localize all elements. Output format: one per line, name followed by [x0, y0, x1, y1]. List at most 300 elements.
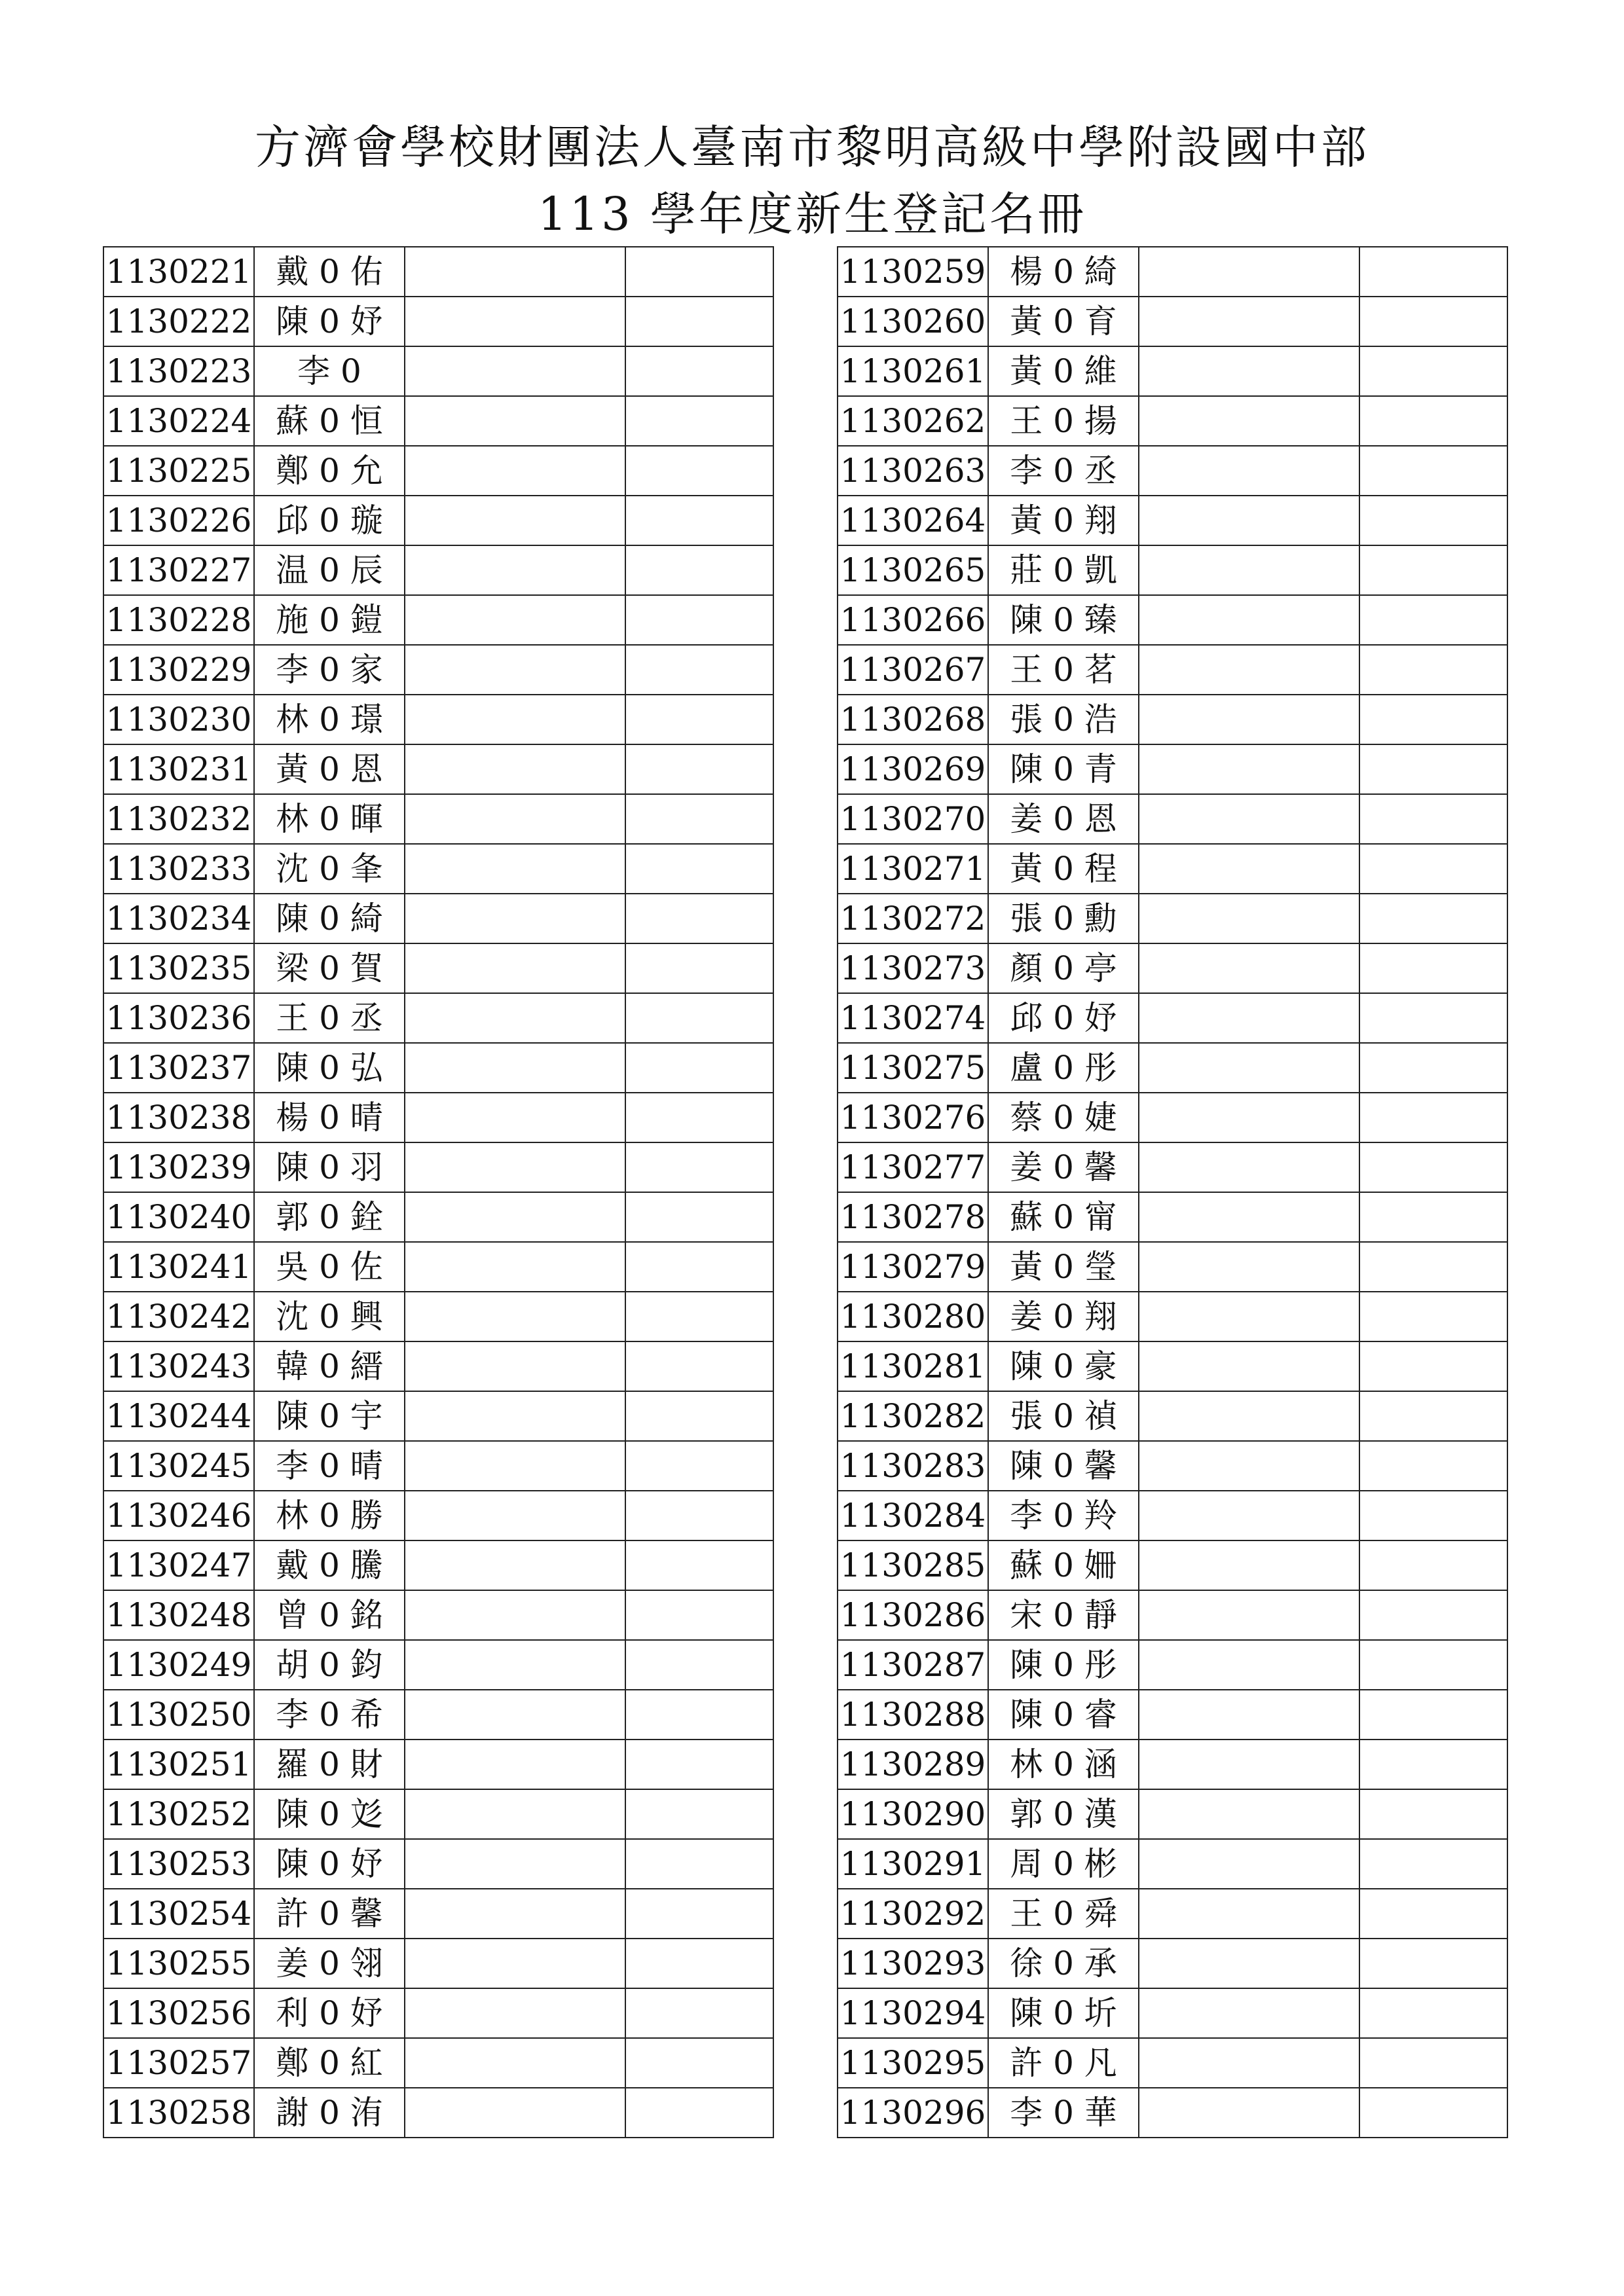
table-row: [103, 1093, 773, 1142]
blank-cell: [405, 2088, 625, 2138]
student-name-cell: 鄭 0 允: [254, 446, 405, 496]
student-name-cell: 陳 0 馨: [988, 1441, 1139, 1491]
student-name-cell: 黃 0 程: [988, 844, 1139, 894]
blank-cell: [1359, 1740, 1507, 1789]
blank-cell: [1139, 1192, 1359, 1242]
blank-cell: [1359, 1988, 1507, 2038]
table-row: [838, 645, 1507, 695]
student-name-cell: 陳 0 宇: [254, 1391, 405, 1441]
blank-cell: [1359, 1192, 1507, 1242]
blank-cell: [405, 1242, 625, 1292]
student-id-cell: 1130234: [103, 894, 254, 943]
student-id-cell: 1130254: [103, 1889, 254, 1939]
student-id-cell: 1130222: [103, 297, 254, 346]
table-row: [103, 1292, 773, 1341]
student-id-cell: 1130228: [103, 595, 254, 645]
table-row: [103, 1491, 773, 1540]
table-row: [103, 1043, 773, 1093]
table-row: [103, 1192, 773, 1242]
blank-cell: [405, 1789, 625, 1839]
student-name-cell: 李 0 華: [988, 2088, 1139, 2138]
student-id-cell: 1130263: [838, 446, 988, 496]
blank-cell: [625, 1640, 773, 1690]
blank-cell: [405, 1988, 625, 2038]
student-id-cell: 1130287: [838, 1640, 988, 1690]
blank-cell: [625, 1988, 773, 2038]
blank-cell: [405, 545, 625, 595]
student-name-cell: 宋 0 靜: [988, 1590, 1139, 1640]
student-id-cell: 1130270: [838, 794, 988, 844]
table-row: [838, 1341, 1507, 1391]
blank-cell: [1359, 346, 1507, 396]
student-name-cell: 蘇 0 姍: [988, 1540, 1139, 1590]
blank-cell: [625, 595, 773, 645]
table-row: [103, 1341, 773, 1391]
table-row: [838, 2088, 1507, 2138]
student-id-cell: 1130250: [103, 1690, 254, 1740]
table-row: [838, 1093, 1507, 1142]
blank-cell: [1139, 446, 1359, 496]
table-row: [103, 1789, 773, 1839]
student-name-cell: 陳 0 弘: [254, 1043, 405, 1093]
table-row: [103, 1242, 773, 1292]
blank-cell: [1139, 346, 1359, 396]
blank-cell: [405, 1640, 625, 1690]
blank-cell: [1359, 2088, 1507, 2138]
table-row: [103, 396, 773, 446]
blank-cell: [1359, 1441, 1507, 1491]
student-name-cell: 蔡 0 婕: [988, 1093, 1139, 1142]
blank-cell: [1359, 1839, 1507, 1889]
student-id-cell: 1130277: [838, 1142, 988, 1192]
blank-cell: [405, 446, 625, 496]
student-name-cell: 吳 0 佐: [254, 1242, 405, 1292]
table-row: [103, 1441, 773, 1491]
table-row: [838, 595, 1507, 645]
blank-cell: [1139, 1939, 1359, 1988]
student-id-cell: 1130247: [103, 1540, 254, 1590]
student-id-cell: 1130289: [838, 1740, 988, 1789]
student-name-cell: 李 0 希: [254, 1690, 405, 1740]
blank-cell: [1139, 1292, 1359, 1341]
table-row: [838, 1192, 1507, 1242]
student-name-cell: 陳 0 臻: [988, 595, 1139, 645]
blank-cell: [1139, 1093, 1359, 1142]
table-row: [103, 1640, 773, 1690]
student-name-cell: 陳 0 圻: [988, 1988, 1139, 2038]
student-name-cell: 李 0: [254, 346, 405, 396]
blank-cell: [1139, 1341, 1359, 1391]
blank-cell: [625, 1789, 773, 1839]
student-id-cell: 1130252: [103, 1789, 254, 1839]
blank-cell: [1139, 1391, 1359, 1441]
student-name-cell: 陳 0 綺: [254, 894, 405, 943]
student-name-cell: 邱 0 璇: [254, 496, 405, 545]
blank-cell: [625, 1391, 773, 1441]
table-row: [838, 1690, 1507, 1740]
student-name-cell: 梁 0 賀: [254, 943, 405, 993]
student-name-cell: 李 0 丞: [988, 446, 1139, 496]
blank-cell: [1139, 396, 1359, 446]
student-name-cell: 陳 0 彣: [254, 1789, 405, 1839]
blank-cell: [625, 1192, 773, 1242]
blank-cell: [625, 297, 773, 346]
table-row: [103, 297, 773, 346]
blank-cell: [1359, 1889, 1507, 1939]
blank-cell: [625, 396, 773, 446]
student-id-cell: 1130295: [838, 2038, 988, 2088]
table-row: [838, 794, 1507, 844]
student-id-cell: 1130253: [103, 1839, 254, 1889]
student-name-cell: 胡 0 鈞: [254, 1640, 405, 1690]
student-id-cell: 1130276: [838, 1093, 988, 1142]
blank-cell: [1359, 247, 1507, 297]
blank-cell: [625, 1839, 773, 1889]
student-name-cell: 李 0 羚: [988, 1491, 1139, 1540]
student-id-cell: 1130278: [838, 1192, 988, 1242]
student-name-cell: 盧 0 彤: [988, 1043, 1139, 1093]
blank-cell: [625, 744, 773, 794]
table-row: [838, 1640, 1507, 1690]
table-row: [838, 1939, 1507, 1988]
blank-cell: [625, 1690, 773, 1740]
table-row: [103, 894, 773, 943]
student-name-cell: 戴 0 騰: [254, 1540, 405, 1590]
blank-cell: [405, 247, 625, 297]
table-row: [103, 794, 773, 844]
table-row: [838, 1441, 1507, 1491]
student-name-cell: 李 0 晴: [254, 1441, 405, 1491]
table-row: [838, 1540, 1507, 1590]
student-name-cell: 沈 0 興: [254, 1292, 405, 1341]
blank-cell: [1139, 1043, 1359, 1093]
blank-cell: [1139, 1441, 1359, 1491]
blank-cell: [405, 1590, 625, 1640]
blank-cell: [625, 1142, 773, 1192]
blank-cell: [1359, 943, 1507, 993]
blank-cell: [405, 943, 625, 993]
roster-body-right: [838, 247, 1507, 2138]
table-row: [103, 744, 773, 794]
student-name-cell: 陳 0 妤: [254, 1839, 405, 1889]
student-id-cell: 1130293: [838, 1939, 988, 1988]
blank-cell: [1359, 645, 1507, 695]
student-name-cell: 王 0 揚: [988, 396, 1139, 446]
table-row: [103, 346, 773, 396]
student-id-cell: 1130255: [103, 1939, 254, 1988]
student-name-cell: 陳 0 青: [988, 744, 1139, 794]
blank-cell: [405, 1142, 625, 1192]
table-row: [103, 1889, 773, 1939]
blank-cell: [405, 794, 625, 844]
table-row: [103, 1142, 773, 1192]
student-id-cell: 1130244: [103, 1391, 254, 1441]
document-title: 方濟會學校財團法人臺南市黎明高級中學附設國中部: [255, 120, 1369, 174]
student-name-cell: 蘇 0 甯: [988, 1192, 1139, 1242]
student-id-cell: 1130248: [103, 1590, 254, 1640]
student-name-cell: 蘇 0 恒: [254, 396, 405, 446]
blank-cell: [625, 2038, 773, 2088]
blank-cell: [405, 645, 625, 695]
blank-cell: [625, 1939, 773, 1988]
blank-cell: [1359, 1142, 1507, 1192]
blank-cell: [1359, 1292, 1507, 1341]
student-id-cell: 1130231: [103, 744, 254, 794]
blank-cell: [1139, 1590, 1359, 1640]
blank-cell: [1359, 1093, 1507, 1142]
student-id-cell: 1130262: [838, 396, 988, 446]
student-id-cell: 1130268: [838, 695, 988, 744]
blank-cell: [1359, 744, 1507, 794]
student-id-cell: 1130225: [103, 446, 254, 496]
student-id-cell: 1130260: [838, 297, 988, 346]
roster-table-left: [103, 246, 774, 2138]
blank-cell: [1139, 1491, 1359, 1540]
student-name-cell: 羅 0 財: [254, 1740, 405, 1789]
student-id-cell: 1130240: [103, 1192, 254, 1242]
student-id-cell: 1130266: [838, 595, 988, 645]
table-row: [838, 1242, 1507, 1292]
blank-cell: [625, 1889, 773, 1939]
blank-cell: [405, 297, 625, 346]
student-id-cell: 1130281: [838, 1341, 988, 1391]
blank-cell: [1359, 1939, 1507, 1988]
table-row: [838, 396, 1507, 446]
blank-cell: [1359, 1491, 1507, 1540]
student-name-cell: 施 0 鎧: [254, 595, 405, 645]
blank-cell: [1359, 545, 1507, 595]
table-row: [838, 1142, 1507, 1192]
blank-cell: [1139, 247, 1359, 297]
student-id-cell: 1130282: [838, 1391, 988, 1441]
student-id-cell: 1130229: [103, 645, 254, 695]
blank-cell: [1139, 1142, 1359, 1192]
blank-cell: [1359, 695, 1507, 744]
student-name-cell: 姜 0 翔: [988, 1292, 1139, 1341]
blank-cell: [405, 1690, 625, 1740]
student-id-cell: 1130242: [103, 1292, 254, 1341]
blank-cell: [1359, 1043, 1507, 1093]
student-name-cell: 周 0 彬: [988, 1839, 1139, 1889]
student-name-cell: 黃 0 維: [988, 346, 1139, 396]
blank-cell: [1139, 695, 1359, 744]
student-id-cell: 1130237: [103, 1043, 254, 1093]
student-id-cell: 1130264: [838, 496, 988, 545]
student-name-cell: 王 0 舜: [988, 1889, 1139, 1939]
blank-cell: [405, 695, 625, 744]
student-id-cell: 1130256: [103, 1988, 254, 2038]
blank-cell: [1139, 545, 1359, 595]
student-id-cell: 1130224: [103, 396, 254, 446]
student-name-cell: 顏 0 亭: [988, 943, 1139, 993]
table-row: [103, 595, 773, 645]
student-id-cell: 1130272: [838, 894, 988, 943]
blank-cell: [1359, 894, 1507, 943]
table-row: [103, 1590, 773, 1640]
student-name-cell: 戴 0 佑: [254, 247, 405, 297]
blank-cell: [1139, 1640, 1359, 1690]
table-row: [838, 1391, 1507, 1441]
student-id-cell: 1130235: [103, 943, 254, 993]
student-name-cell: 沈 0 夆: [254, 844, 405, 894]
table-row: [103, 1988, 773, 2038]
table-row: [103, 247, 773, 297]
table-row: [838, 1590, 1507, 1640]
student-name-cell: 温 0 辰: [254, 545, 405, 595]
blank-cell: [405, 2038, 625, 2088]
student-id-cell: 1130265: [838, 545, 988, 595]
table-row: [103, 1391, 773, 1441]
blank-cell: [405, 595, 625, 645]
blank-cell: [625, 1043, 773, 1093]
student-id-cell: 1130246: [103, 1491, 254, 1540]
blank-cell: [1359, 446, 1507, 496]
table-row: [838, 844, 1507, 894]
student-name-cell: 韓 0 縉: [254, 1341, 405, 1391]
table-row: [838, 1292, 1507, 1341]
table-row: [838, 297, 1507, 346]
table-row: [103, 446, 773, 496]
student-name-cell: 王 0 丞: [254, 993, 405, 1043]
blank-cell: [405, 1491, 625, 1540]
student-id-cell: 1130269: [838, 744, 988, 794]
student-id-cell: 1130284: [838, 1491, 988, 1540]
blank-cell: [625, 1242, 773, 1292]
student-name-cell: 黃 0 育: [988, 297, 1139, 346]
table-row: [103, 993, 773, 1043]
student-id-cell: 1130259: [838, 247, 988, 297]
table-row: [838, 993, 1507, 1043]
student-id-cell: 1130275: [838, 1043, 988, 1093]
blank-cell: [1359, 297, 1507, 346]
student-id-cell: 1130233: [103, 844, 254, 894]
blank-cell: [1139, 2038, 1359, 2088]
student-id-cell: 1130296: [838, 2088, 988, 2138]
blank-cell: [625, 1540, 773, 1590]
table-row: [103, 844, 773, 894]
student-id-cell: 1130279: [838, 1242, 988, 1292]
table-row: [838, 2038, 1507, 2088]
blank-cell: [1139, 894, 1359, 943]
student-id-cell: 1130232: [103, 794, 254, 844]
student-name-cell: 許 0 凡: [988, 2038, 1139, 2088]
student-id-cell: 1130226: [103, 496, 254, 545]
blank-cell: [1139, 595, 1359, 645]
blank-cell: [405, 1391, 625, 1441]
blank-cell: [625, 645, 773, 695]
student-name-cell: 黃 0 翔: [988, 496, 1139, 545]
blank-cell: [405, 1043, 625, 1093]
blank-cell: [625, 1491, 773, 1540]
student-name-cell: 郭 0 漢: [988, 1789, 1139, 1839]
blank-cell: [405, 1341, 625, 1391]
blank-cell: [625, 1441, 773, 1491]
table-row: [103, 1839, 773, 1889]
student-name-cell: 姜 0 翎: [254, 1939, 405, 1988]
blank-cell: [625, 1341, 773, 1391]
blank-cell: [405, 396, 625, 446]
student-name-cell: 李 0 家: [254, 645, 405, 695]
student-name-cell: 張 0 禎: [988, 1391, 1139, 1441]
table-row: [838, 1491, 1507, 1540]
blank-cell: [405, 1889, 625, 1939]
blank-cell: [1139, 1540, 1359, 1590]
blank-cell: [625, 496, 773, 545]
student-id-cell: 1130227: [103, 545, 254, 595]
table-row: [838, 695, 1507, 744]
blank-cell: [1139, 1690, 1359, 1740]
student-id-cell: 1130290: [838, 1789, 988, 1839]
blank-cell: [1139, 993, 1359, 1043]
blank-cell: [405, 744, 625, 794]
student-id-cell: 1130221: [103, 247, 254, 297]
blank-cell: [405, 496, 625, 545]
student-id-cell: 1130280: [838, 1292, 988, 1341]
blank-cell: [405, 1441, 625, 1491]
blank-cell: [1139, 844, 1359, 894]
student-id-cell: 1130257: [103, 2038, 254, 2088]
student-name-cell: 林 0 暉: [254, 794, 405, 844]
student-id-cell: 1130243: [103, 1341, 254, 1391]
table-row: [838, 894, 1507, 943]
student-name-cell: 陳 0 羽: [254, 1142, 405, 1192]
student-name-cell: 張 0 浩: [988, 695, 1139, 744]
table-row: [838, 1889, 1507, 1939]
blank-cell: [1359, 993, 1507, 1043]
blank-cell: [1139, 943, 1359, 993]
student-name-cell: 徐 0 承: [988, 1939, 1139, 1988]
blank-cell: [1139, 1839, 1359, 1889]
student-id-cell: 1130267: [838, 645, 988, 695]
blank-cell: [405, 1093, 625, 1142]
table-row: [838, 446, 1507, 496]
table-row: [838, 1988, 1507, 2038]
blank-cell: [1359, 396, 1507, 446]
blank-cell: [1139, 1740, 1359, 1789]
student-name-cell: 陳 0 睿: [988, 1690, 1139, 1740]
roster-table-right: [837, 246, 1508, 2138]
blank-cell: [625, 844, 773, 894]
blank-cell: [405, 1740, 625, 1789]
blank-cell: [405, 844, 625, 894]
student-id-cell: 1130294: [838, 1988, 988, 2038]
blank-cell: [1139, 1242, 1359, 1292]
student-name-cell: 林 0 勝: [254, 1491, 405, 1540]
table-row: [838, 943, 1507, 993]
student-name-cell: 黃 0 恩: [254, 744, 405, 794]
table-row: [838, 744, 1507, 794]
student-id-cell: 1130238: [103, 1093, 254, 1142]
blank-cell: [1359, 2038, 1507, 2088]
blank-cell: [1139, 297, 1359, 346]
student-name-cell: 莊 0 凱: [988, 545, 1139, 595]
student-name-cell: 陳 0 豪: [988, 1341, 1139, 1391]
blank-cell: [625, 794, 773, 844]
student-id-cell: 1130288: [838, 1690, 988, 1740]
blank-cell: [405, 1192, 625, 1242]
student-name-cell: 姜 0 馨: [988, 1142, 1139, 1192]
student-name-cell: 陳 0 彤: [988, 1640, 1139, 1690]
blank-cell: [1139, 496, 1359, 545]
blank-cell: [625, 545, 773, 595]
blank-cell: [1359, 794, 1507, 844]
blank-cell: [625, 943, 773, 993]
blank-cell: [1359, 1640, 1507, 1690]
student-id-cell: 1130285: [838, 1540, 988, 1590]
student-id-cell: 1130291: [838, 1839, 988, 1889]
blank-cell: [1359, 1341, 1507, 1391]
blank-cell: [405, 1839, 625, 1889]
